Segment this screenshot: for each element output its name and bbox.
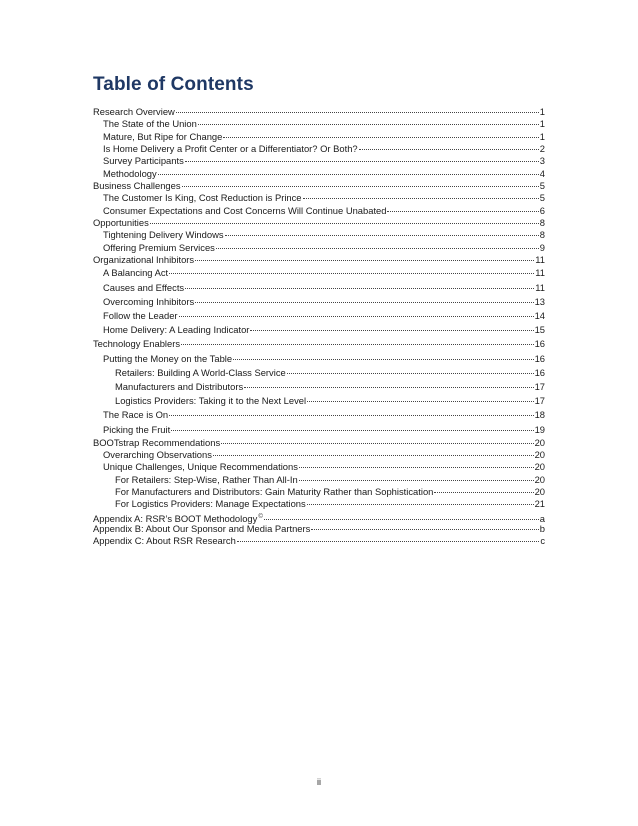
dot-leader (299, 479, 534, 481)
toc-entry-page: 21 (534, 498, 545, 510)
toc-entry[interactable] (93, 323, 545, 337)
toc-entry-title (115, 394, 306, 408)
toc-entry-page: 11 (535, 281, 545, 293)
toc-entry-title (103, 192, 302, 204)
dot-leader (150, 222, 539, 224)
dot-leader (182, 185, 539, 187)
toc-entry-page: 20 (534, 473, 545, 485)
toc-entry[interactable] (93, 498, 545, 510)
toc-entry-page: 20 (534, 461, 545, 473)
toc-entry-page: 2 (539, 143, 545, 155)
toc-entry-title (103, 323, 249, 337)
toc-entry-title (103, 168, 157, 180)
dot-leader (221, 442, 533, 444)
dot-leader (195, 259, 534, 261)
toc-entry[interactable] (93, 143, 545, 155)
toc-list (93, 106, 545, 548)
toc-entry-title-text: Mature, But Ripe for Change (103, 130, 223, 142)
toc-entry-page: 5 (539, 180, 545, 192)
toc-entry-page: 1 (539, 106, 545, 117)
dot-leader (185, 160, 539, 162)
toc-entry-page: 1 (539, 130, 545, 142)
toc-entry-title (103, 229, 224, 241)
toc-entry-page: c (540, 535, 545, 547)
toc-entry[interactable] (93, 394, 545, 408)
page-title: Table of Contents (93, 74, 254, 95)
toc-entry-page: 3 (539, 155, 545, 167)
toc-entry-title-text: Organizational Inhibitors (93, 254, 195, 266)
toc-entry-title (103, 266, 168, 280)
toc-entry[interactable] (93, 309, 545, 323)
toc-entry-page: 16 (534, 338, 545, 350)
toc-entry-page: 16 (534, 366, 545, 378)
toc-entry[interactable] (93, 205, 545, 217)
dot-leader (181, 343, 534, 345)
toc-entry-title (93, 535, 236, 547)
toc-entry-title (103, 423, 170, 437)
toc-entry-page: 11 (535, 254, 545, 266)
toc-entry-title-text: Overarching Observations (103, 449, 212, 461)
toc-entry-title-text: Research Overview (93, 106, 175, 117)
toc-entry-title (115, 498, 306, 510)
toc-entry[interactable] (93, 486, 545, 498)
toc-entry-title-text: Appendix B: About Our Sponsor and Media Partners (93, 523, 311, 535)
dot-leader (307, 400, 533, 402)
toc-entry-title (103, 461, 298, 473)
toc-entry-title-text: BOOTstrap Recommendations (93, 436, 221, 448)
toc-entry-title (93, 180, 181, 192)
toc-entry-page: 18 (534, 409, 545, 421)
toc-entry-title (103, 281, 184, 295)
toc-entry[interactable] (93, 449, 545, 461)
toc-entry-title-text: Methodology (103, 167, 157, 179)
toc-entry-title (93, 106, 175, 118)
toc-entry-title (93, 337, 180, 351)
dot-leader (169, 272, 534, 274)
toc-entry[interactable] (93, 380, 545, 394)
toc-entry[interactable] (93, 266, 545, 280)
toc-entry[interactable] (93, 168, 545, 180)
toc-entry-page: 20 (534, 486, 545, 498)
dot-leader (223, 136, 538, 138)
toc-entry[interactable] (93, 192, 545, 204)
toc-entry[interactable] (93, 511, 545, 523)
toc-entry[interactable] (93, 254, 545, 266)
dot-leader (185, 287, 534, 289)
toc-entry-title-text: Logistics Providers: Taking it to the Next Level (115, 395, 307, 407)
toc-entry[interactable] (93, 118, 545, 130)
toc-entry-page: 11 (535, 267, 545, 279)
dot-leader (176, 111, 539, 113)
toc-entry-title (93, 254, 194, 266)
toc-entry[interactable] (93, 366, 545, 380)
toc-entry-title-text: The Customer Is King, Cost Reduction is Prince (103, 192, 302, 204)
toc-entry-title-text: Causes and Effects (103, 281, 185, 293)
toc-entry-title-text: Survey Participants (103, 155, 184, 167)
toc-entry-title-text: For Manufacturers and Distributors: Gain Maturity Rather than Sophistication (115, 486, 434, 498)
toc-entry-title-text: For Logistics Providers: Manage Expectations (115, 498, 306, 510)
toc-entry[interactable] (93, 337, 545, 351)
dot-leader (299, 466, 534, 468)
toc-entry-page: 19 (534, 423, 545, 435)
toc-entry[interactable] (93, 242, 545, 254)
toc-entry[interactable] (93, 523, 545, 535)
toc-entry-title (103, 309, 178, 323)
dot-leader (287, 372, 534, 374)
toc-entry-title-text: Opportunities (93, 217, 149, 229)
toc-entry-page: 14 (534, 310, 545, 322)
toc-entry-title-text: Unique Challenges, Unique Recommendations (103, 461, 298, 473)
toc-entry[interactable] (93, 155, 545, 167)
toc-entry-page: 6 (539, 204, 545, 216)
dot-leader (387, 210, 538, 212)
dot-leader (169, 414, 533, 416)
dot-leader (158, 173, 539, 175)
toc-entry[interactable] (93, 281, 545, 295)
dot-leader (244, 386, 533, 388)
toc-entry-title (103, 205, 386, 217)
toc-entry[interactable] (93, 408, 545, 422)
toc-entry-title (115, 366, 286, 380)
toc-entry-title (103, 131, 222, 143)
toc-entry-title (103, 295, 194, 309)
toc-entry-title-text: Putting the Money on the Table (103, 352, 233, 364)
dot-leader (233, 358, 533, 360)
toc-entry-page: 15 (534, 324, 545, 336)
toc-entry-title-text: Follow the Leader (103, 310, 178, 322)
toc-entry[interactable] (93, 423, 545, 437)
toc-entry-page: 8 (539, 229, 545, 241)
toc-entry-title-text: Home Delivery: A Leading Indicator (103, 324, 250, 336)
dot-leader (303, 197, 539, 199)
toc-entry-title-text: A Balancing Act (103, 267, 169, 279)
toc-entry-title-text: Retailers: Building A World-Class Service (115, 366, 286, 378)
toc-entry[interactable] (93, 106, 545, 118)
toc-entry-title-text: Manufacturers and Distributors (115, 380, 244, 392)
toc-entry-page: b (539, 523, 545, 535)
toc-entry-title (93, 437, 220, 449)
toc-entry-title-text: Appendix C: About RSR Research (93, 535, 236, 547)
toc-entry[interactable] (93, 437, 545, 449)
toc-entry-title (103, 352, 232, 366)
toc-entry-page: 16 (534, 352, 545, 364)
toc-entry-title (103, 143, 358, 155)
toc-entry-title-text: Is Home Delivery a Profit Center or a Differentiator? Or Both? (103, 143, 358, 155)
dot-leader (311, 528, 538, 530)
toc-entry-page: 17 (534, 395, 545, 407)
dot-leader (179, 315, 534, 317)
toc-entry[interactable] (93, 131, 545, 143)
dot-leader (359, 148, 539, 150)
toc-entry-title (103, 118, 197, 130)
toc-entry-title-text: Overcoming Inhibitors (103, 295, 195, 307)
toc-entry-title (93, 217, 149, 229)
dot-leader (250, 329, 533, 331)
toc-entry-title-text: Tightening Delivery Windows (103, 229, 224, 241)
dot-leader (225, 234, 539, 236)
dot-leader (434, 491, 533, 493)
dot-leader (216, 247, 539, 249)
toc-entry[interactable] (93, 474, 545, 486)
dot-leader (171, 429, 533, 431)
dot-leader (198, 123, 539, 125)
toc-entry-page: 8 (539, 217, 545, 229)
toc-entry[interactable] (93, 217, 545, 229)
page-number: ii (317, 777, 321, 787)
toc-entry-title (115, 486, 433, 498)
toc-entry-page: 5 (539, 192, 545, 204)
toc-entry-page: 17 (534, 380, 545, 392)
toc-entry-title (93, 523, 310, 535)
toc-entry-page: 1 (539, 118, 545, 130)
toc-entry-title-text: Technology Enablers (93, 338, 181, 350)
toc-entry[interactable] (93, 229, 545, 241)
toc-entry-title-text: For Retailers: Step-Wise, Rather Than All-In (115, 473, 298, 485)
toc-entry-page: 9 (539, 241, 545, 253)
toc-entry-title-text: Appendix A: RSR’s BOOT Methodology (93, 512, 258, 524)
dot-leader (264, 518, 539, 520)
dot-leader (237, 540, 540, 542)
toc-entry[interactable] (93, 535, 545, 547)
toc-entry[interactable] (93, 180, 545, 192)
toc-entry-page: a (539, 512, 545, 524)
toc-entry-title (115, 474, 298, 486)
toc-entry-title (115, 380, 243, 394)
toc-entry-title (103, 155, 184, 167)
toc-entry[interactable] (93, 461, 545, 473)
toc-entry-title (103, 242, 215, 254)
toc-entry-title (103, 408, 168, 422)
toc-page (93, 74, 545, 548)
toc-entry-title-text: The State of the Union (103, 118, 197, 130)
toc-entry-page: 4 (539, 167, 545, 179)
toc-entry-title-text: Picking the Fruit (103, 423, 171, 435)
toc-entry[interactable] (93, 295, 545, 309)
dot-leader (307, 503, 534, 505)
dot-leader (213, 454, 534, 456)
toc-entry-title (103, 449, 212, 461)
toc-entry-title-text: Consumer Expectations and Cost Concerns Will Continue Unabated (103, 204, 387, 216)
toc-entry-page: 20 (534, 436, 545, 448)
toc-entry-title-text: Business Challenges (93, 180, 181, 192)
toc-entry-title-text: Offering Premium Services (103, 241, 215, 253)
toc-entry[interactable] (93, 352, 545, 366)
toc-entry-page: 20 (534, 449, 545, 461)
toc-entry-page: 13 (534, 295, 545, 307)
copyright-mark: © (258, 513, 263, 520)
dot-leader (195, 301, 533, 303)
toc-entry-title-text: The Race is On (103, 409, 169, 421)
